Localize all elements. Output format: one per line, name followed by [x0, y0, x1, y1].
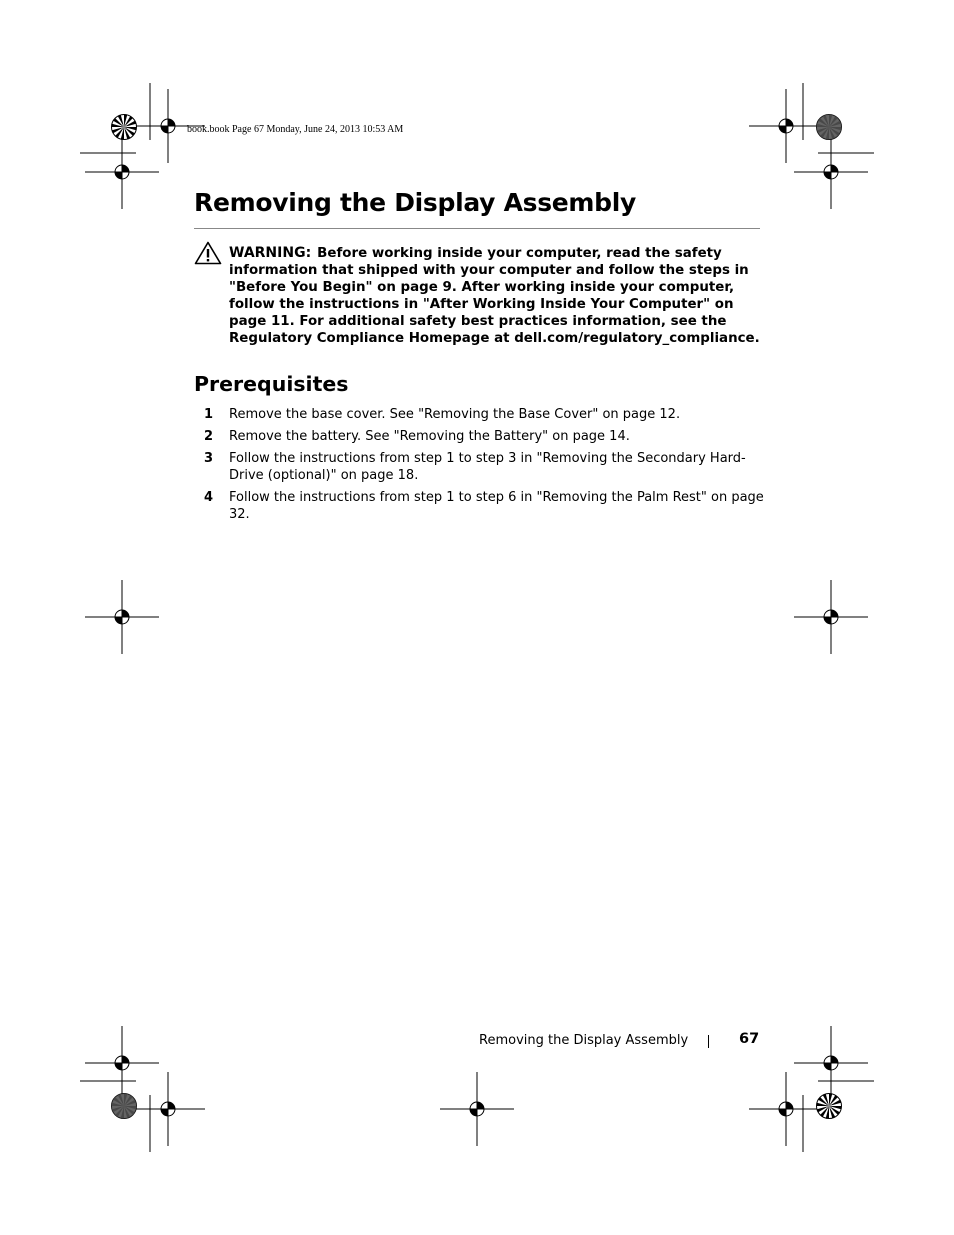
color-bar-sunburst-icon — [817, 115, 842, 140]
print-stamp: book.book Page 67 Monday, June 24, 2013 10:53 AM — [187, 124, 404, 135]
step-text: Remove the base cover. See "Removing the Base Cover" on page 12. — [229, 407, 681, 422]
registration-target-icon — [794, 135, 868, 209]
registration-target-icon — [85, 135, 159, 209]
warning-triangle-icon — [194, 241, 222, 265]
color-bar-sunburst-icon — [817, 1094, 842, 1119]
page-number: 67 — [739, 1031, 760, 1047]
color-bar-sunburst-icon — [112, 115, 137, 140]
step-number: 2 — [203, 429, 213, 444]
list-item — [194, 450, 769, 484]
warning-note — [229, 245, 769, 348]
registration-target-icon — [131, 1072, 205, 1146]
warning-text: Before working inside your computer, read the safety information that shipped with your computer and follow the steps in "Before You Begin" on page 9. After working inside your computer, follow the instructions in "After Working Inside Your Computer" on page 11. For additional safety best practices information, see the Regulatory Compliance Homepage at dell.com/regulatory_compliance. — [229, 246, 760, 347]
step-text: Follow the instructions from step 1 to step 6 in "Removing the Palm Rest" on page 32. — [229, 490, 764, 522]
registration-target-icon — [85, 1026, 159, 1100]
step-number: 3 — [203, 451, 213, 466]
step-text: Follow the instructions from step 1 to step 3 in "Removing the Secondary Hard-Drive (optional)" on page 18. — [229, 451, 746, 483]
list-item — [194, 406, 769, 423]
section-heading: Prerequisites — [194, 372, 349, 396]
footer-chapter-title: Removing the Display Assembly — [479, 1033, 689, 1048]
registration-target-icon — [85, 580, 159, 654]
prerequisite-steps — [194, 406, 769, 528]
footer-divider — [708, 1035, 709, 1048]
list-item — [194, 428, 769, 445]
registration-target-icon — [794, 1026, 868, 1100]
step-number: 1 — [203, 407, 213, 422]
registration-target-icon — [440, 1072, 514, 1146]
page-title: Removing the Display Assembly — [194, 188, 637, 217]
registration-target-icon — [749, 1072, 823, 1146]
warning-label: WARNING: — [229, 245, 312, 261]
registration-target-icon — [794, 580, 868, 654]
color-bar-sunburst-icon — [112, 1094, 137, 1119]
title-underline — [194, 228, 760, 229]
list-item — [194, 489, 769, 523]
step-number: 4 — [203, 490, 213, 505]
registration-target-icon — [749, 89, 823, 163]
step-text: Remove the battery. See "Removing the Battery" on page 14. — [229, 429, 630, 444]
